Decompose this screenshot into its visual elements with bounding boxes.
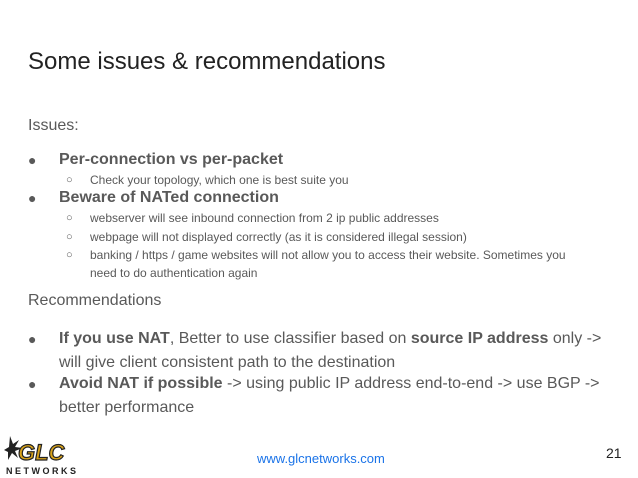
bullet-icon: ● <box>28 331 37 347</box>
recommendation-text-part: -> using public IP address end-to-end -> use BGP -> <box>222 375 600 392</box>
circle-bullet-icon: ○ <box>66 212 73 224</box>
logo-text: GLC <box>18 440 65 465</box>
logo-subtext: N E T W O R K S <box>6 466 77 476</box>
recommendation-bold: source IP address <box>410 330 549 347</box>
issues-heading: Issues: <box>28 117 79 134</box>
issue-subitem-text: Check your topology, which one is best suite you <box>90 173 349 187</box>
circle-bullet-icon: ○ <box>66 174 73 186</box>
recommendation-item <box>28 327 618 375</box>
footer-website-link[interactable]: www.glcnetworks.com <box>257 451 385 466</box>
recommendation-item <box>28 372 618 420</box>
issue-subitem-text: webpage will not displayed correctly (as it is considered illegal session) <box>90 230 467 244</box>
recommendation-text <box>59 327 618 375</box>
issue-subitem-text: need to do authentication again <box>90 266 258 280</box>
recommendation-text <box>59 372 618 420</box>
issue-subitem-text: banking / https / game websites will not allow you to access their website. Sometimes you <box>90 248 566 262</box>
glc-networks-logo <box>4 434 84 476</box>
circle-bullet-icon: ○ <box>66 249 73 261</box>
circle-bullet-icon: ○ <box>66 231 73 243</box>
recommendation-text-part: , Better to use classifier based on <box>169 330 411 347</box>
recommendation-bold: If you use NAT <box>59 330 170 347</box>
issue-label: Beware of NATed connection <box>59 189 279 206</box>
recommendation-text-part: better performance <box>59 399 195 416</box>
issue-label: Per-connection vs per-packet <box>59 151 284 168</box>
bullet-icon: ● <box>28 376 37 392</box>
bullet-icon: ● <box>28 190 37 206</box>
recommendations-heading: Recommendations <box>28 292 162 309</box>
bullet-icon: ● <box>28 152 37 168</box>
slide-title: Some issues & recommendations <box>28 48 386 75</box>
issue-subitem-text: webserver will see inbound connection from 2 ip public addresses <box>90 211 439 225</box>
recommendation-bold: Avoid NAT if possible <box>59 375 223 392</box>
recommendation-text-part: only -> <box>548 330 602 347</box>
recommendation-text-part: will give client consistent path to the destination <box>59 354 396 371</box>
page-number: 21 <box>606 445 622 461</box>
